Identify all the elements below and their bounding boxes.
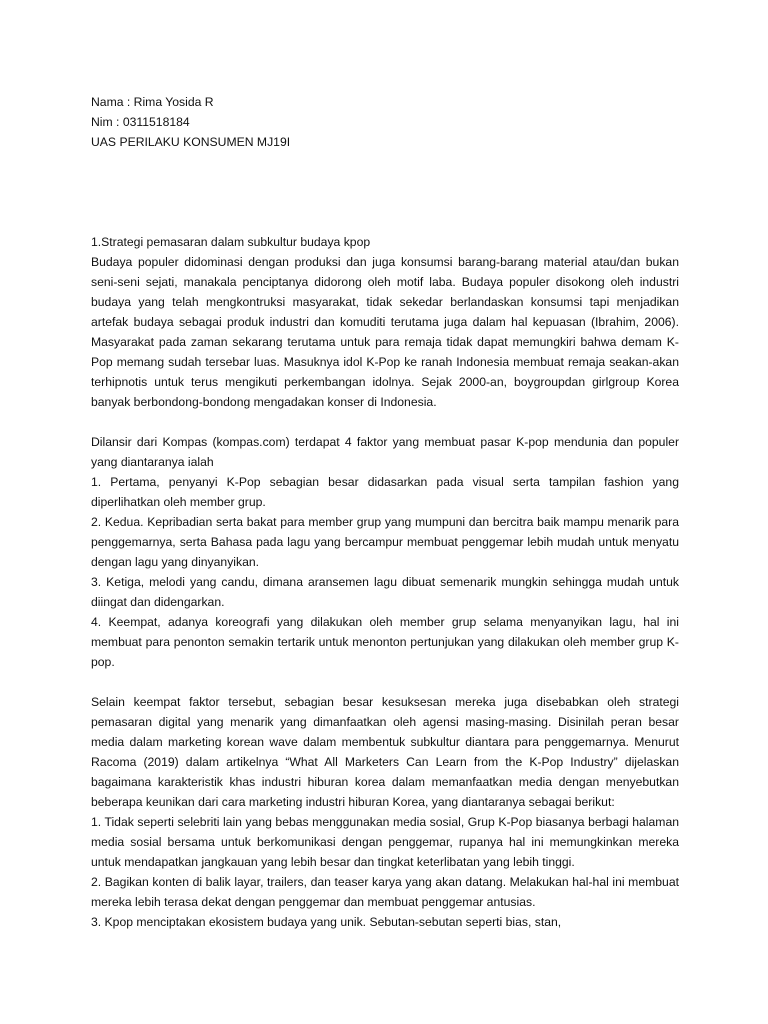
course-title: UAS PERILAKU KONSUMEN MJ19I <box>91 135 291 149</box>
section-heading: 1.Strategi pemasaran dalam subkultur budaya kpop <box>91 235 371 249</box>
factor-item: 3. Ketiga, melodi yang candu, dimana aransemen lagu dibuat semenarik mungkin sehingga mudah untuk diingat dan didengarkan. <box>91 575 679 609</box>
document-header <box>91 92 679 152</box>
paragraph: Budaya populer didominasi dengan produksi dan juga konsumsi barang-barang material atau/dan bukan seni-seni sejati, manakala penciptanya didorong oleh motif laba. Budaya populer disokong oleh industri budaya yang telah mengkontruksi masyarakat, tidak sekedar berlandaskan konsumsi tapi menjadikan artefak budaya sebagai produk industri dan komuditi terutama juga dalam hal kepuasan (Ibrahim, 2006). Masyarakat pada zaman sekarang terutama untuk para remaja tidak dapat memungkiri bahwa demam K-Pop memang sudah tersebar luas. Masuknya idol K-Pop ke ranah Indonesia membuat remaja seakan-akan terhipnotis untuk terus mengikuti perkembangan idolnya. Sejak 2000-an, boygroupdan girlgroup Korea banyak berbondong-bondong mengadakan konser di Indonesia. <box>91 255 679 409</box>
point-item: 1. Tidak seperti selebriti lain yang bebas menggunakan media sosial, Grup K-Pop biasanya berbagi halaman media sosial bersama untuk berkomunikasi dengan penggemar, rupanya hal ini memungkinkan mereka untuk mendapatkan jangkauan yang lebih besar dan tingkat keterlibatan yang lebih tinggi. <box>91 815 679 869</box>
paragraph-spacer <box>91 412 679 432</box>
paragraph-spacer <box>91 672 679 692</box>
point-item: 2. Bagikan konten di balik layar, trailers, dan teaser karya yang akan datang. Melakukan hal-hal ini membuat mereka lebih terasa dekat dengan penggemar dan membuat penggemar antusias. <box>91 875 679 909</box>
student-nim: Nim : 0311518184 <box>91 115 190 129</box>
document-page <box>91 92 679 932</box>
factor-item: 1. Pertama, penyanyi K-Pop sebagian besar didasarkan pada visual serta tampilan fashion yang diperlihatkan oleh member grup. <box>91 475 679 509</box>
student-name: Nama : Rima Yosida R <box>91 95 214 109</box>
paragraph: Selain keempat faktor tersebut, sebagian besar kesuksesan mereka juga disebabkan oleh strategi pemasaran digital yang menarik yang dimanfaatkan oleh agensi masing-masing. Disinilah peran besar media dalam marketing korean wave dalam membentuk subkultur diantara para penggemarnya. Menurut Racoma (2019) dalam artikelnya “What All Marketers Can Learn from the K-Pop Industry” dijelaskan bagaimana karakteristik khas industri hiburan korea dalam memanfaatkan media dengan menyebutkan beberapa keunikan dari cara marketing industri hiburan Korea, yang diantaranya sebagai berikut: <box>91 695 679 809</box>
factor-item: 2. Kedua. Kepribadian serta bakat para member grup yang mumpuni dan bercitra baik mampu menarik para penggemarnya, serta Bahasa pada lagu yang bercampur membuat penggemar lebih mudah untuk menyatu dengan lagu yang dinyanyikan. <box>91 515 679 569</box>
paragraph: Dilansir dari Kompas (kompas.com) terdapat 4 faktor yang membuat pasar K-pop mendunia dan populer yang diantaranya ialah <box>91 435 679 469</box>
factor-item: 4. Keempat, adanya koreografi yang dilakukan oleh member grup selama menyanyikan lagu, hal ini membuat para penonton semakin tertarik untuk menonton pertunjukan yang dilakukan oleh member grup K-pop. <box>91 615 679 669</box>
document-body <box>91 232 679 932</box>
point-item: 3. Kpop menciptakan ekosistem budaya yang unik. Sebutan-sebutan seperti bias, stan, <box>91 915 562 929</box>
